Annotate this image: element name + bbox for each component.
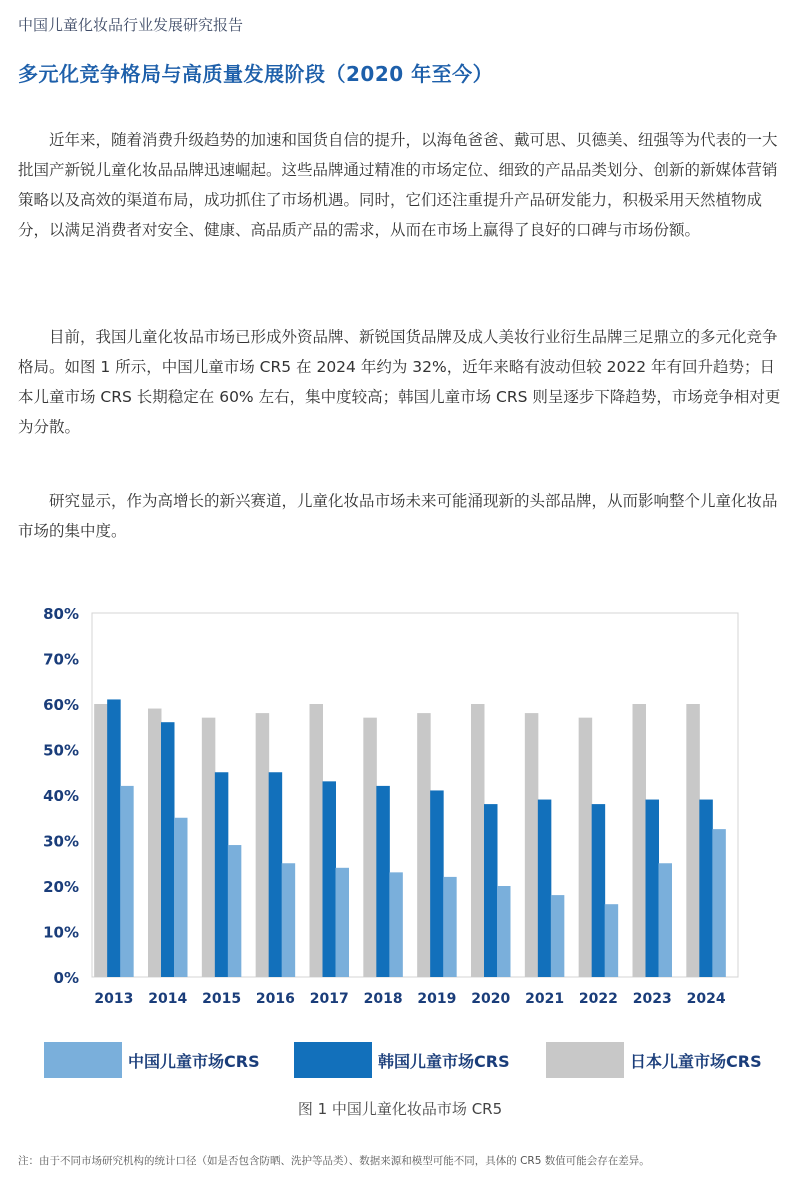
y-tick-label: 0%	[53, 969, 79, 987]
y-tick-label: 70%	[43, 650, 79, 669]
bar-中国儿童市场CRS-2019	[443, 877, 457, 977]
bar-日本儿童市场CRS-2013	[94, 704, 108, 977]
y-tick-label: 20%	[43, 878, 79, 896]
figure-caption: 图 1 中国儿童化妆品市场 CR5	[297, 1100, 503, 1118]
legend-label: 韩国儿童市场CRS	[378, 1052, 510, 1071]
bar-中国儿童市场CRS-2015	[228, 845, 242, 977]
bar-韩国儿童市场CRS-2019	[430, 790, 444, 977]
legend-swatch	[546, 1042, 624, 1078]
bar-韩国儿童市场CRS-2017	[323, 781, 337, 977]
x-tick-label: 2018	[363, 991, 403, 1007]
x-tick-label: 2017	[309, 991, 349, 1007]
bar-韩国儿童市场CRS-2014	[161, 722, 175, 977]
legend-label: 中国儿童市场CRS	[128, 1052, 260, 1071]
bar-日本儿童市场CRS-2017	[310, 704, 324, 977]
bar-中国儿童市场CRS-2017	[336, 868, 350, 977]
report-header: 中国儿童化妆品行业发展研究报告	[18, 16, 244, 34]
bar-韩国儿童市场CRS-2024	[699, 800, 713, 977]
bar-日本儿童市场CRS-2016	[256, 713, 270, 977]
bar-中国儿童市场CRS-2014	[174, 818, 188, 977]
paragraph-3: 研究显示，作为高增长的新兴赛道，儿童化妆品市场未来可能涌现新的头部品牌，从而影响整个儿童化妆品市场的集中度。	[18, 492, 778, 540]
bar-日本儿童市场CRS-2022	[579, 718, 593, 977]
x-tick-label: 2016	[255, 991, 295, 1007]
bar-日本儿童市场CRS-2020	[471, 704, 485, 977]
bar-中国儿童市场CRS-2016	[282, 863, 296, 977]
bar-中国儿童市场CRS-2021	[551, 895, 565, 977]
x-axis	[94, 991, 725, 1007]
y-axis	[43, 605, 79, 987]
bar-韩国儿童市场CRS-2023	[646, 800, 660, 977]
bar-日本儿童市场CRS-2023	[633, 704, 647, 977]
bar-中国儿童市场CRS-2023	[659, 863, 673, 977]
x-tick-label: 2014	[148, 991, 188, 1007]
legend	[44, 1042, 762, 1078]
plot-area	[92, 613, 738, 977]
bar-韩国儿童市场CRS-2020	[484, 804, 498, 977]
paragraph-2: 目前，我国儿童化妆品市场已形成外资品牌、新锐国货品牌及成人美妆行业衍生品牌三足鼎立的多元化竞争格局。如图 1 所示，中国儿童市场 CR5 在 2024 年约为 32%，近年来略有波动但较 2022 年有回升趋势；日本儿童市场 CRS 长期稳定在 60% 左右，集中度较高；韩国儿童市场 CRS 则呈逐步下降趋势，市场竞争相对更为分散。	[18, 328, 781, 436]
x-tick-label: 2024	[686, 991, 726, 1007]
bar-中国儿童市场CRS-2020	[497, 886, 511, 977]
bar-中国儿童市场CRS-2018	[389, 872, 403, 977]
cr5-bar-chart	[0, 590, 800, 1090]
x-tick-label: 2020	[471, 991, 511, 1007]
bar-韩国儿童市场CRS-2021	[538, 800, 552, 977]
y-tick-label: 80%	[43, 605, 79, 623]
x-tick-label: 2023	[632, 991, 672, 1007]
bar-日本儿童市场CRS-2014	[148, 709, 162, 977]
bar-韩国儿童市场CRS-2018	[376, 786, 390, 977]
bar-日本儿童市场CRS-2015	[202, 718, 216, 977]
section-title: 多元化竞争格局与高质量发展阶段（2020 年至今）	[18, 62, 494, 86]
bar-日本儿童市场CRS-2021	[525, 713, 539, 977]
y-tick-label: 50%	[43, 741, 79, 760]
y-tick-label: 60%	[43, 696, 79, 714]
x-tick-label: 2019	[417, 991, 457, 1007]
paragraph-1: 近年来，随着消费升级趋势的加速和国货自信的提升，以海龟爸爸、戴可思、贝德美、纽强等为代表的一大批国产新锐儿童化妆品品牌迅速崛起。这些品牌通过精准的市场定位、细致的产品品类划分、创新的新媒体营销策略以及高效的渠道布局，成功抓住了市场机遇。同时，它们还注重提升产品研发能力，积极采用天然植物成分，以满足消费者对安全、健康、高品质产品的需求，从而在市场上赢得了良好的口碑与市场份额。	[18, 131, 778, 239]
figure-note: 注：由于不同市场研究机构的统计口径（如是否包含防晒、洗护等品类）、数据来源和模型可能不同，具体的 CR5 数值可能会存在差异。	[18, 1155, 650, 1167]
x-tick-label: 2022	[578, 991, 618, 1007]
x-tick-label: 2021	[525, 991, 565, 1007]
y-tick-label: 40%	[43, 787, 79, 805]
y-tick-label: 10%	[43, 923, 79, 942]
bar-韩国儿童市场CRS-2013	[107, 699, 121, 977]
legend-swatch	[294, 1042, 372, 1078]
bar-日本儿童市场CRS-2019	[417, 713, 431, 977]
bar-韩国儿童市场CRS-2022	[592, 804, 606, 977]
bar-中国儿童市场CRS-2024	[712, 829, 726, 977]
bar-中国儿童市场CRS-2013	[120, 786, 133, 977]
bar-中国儿童市场CRS-2022	[605, 904, 619, 977]
bar-日本儿童市场CRS-2018	[363, 718, 377, 977]
y-tick-label: 30%	[43, 832, 79, 851]
x-tick-label: 2013	[94, 991, 134, 1007]
bar-韩国儿童市场CRS-2015	[215, 772, 229, 977]
bar-日本儿童市场CRS-2024	[686, 704, 700, 977]
x-tick-label: 2015	[202, 991, 242, 1007]
bar-韩国儿童市场CRS-2016	[269, 772, 283, 977]
legend-label: 日本儿童市场CRS	[630, 1052, 762, 1071]
legend-swatch	[44, 1042, 122, 1078]
